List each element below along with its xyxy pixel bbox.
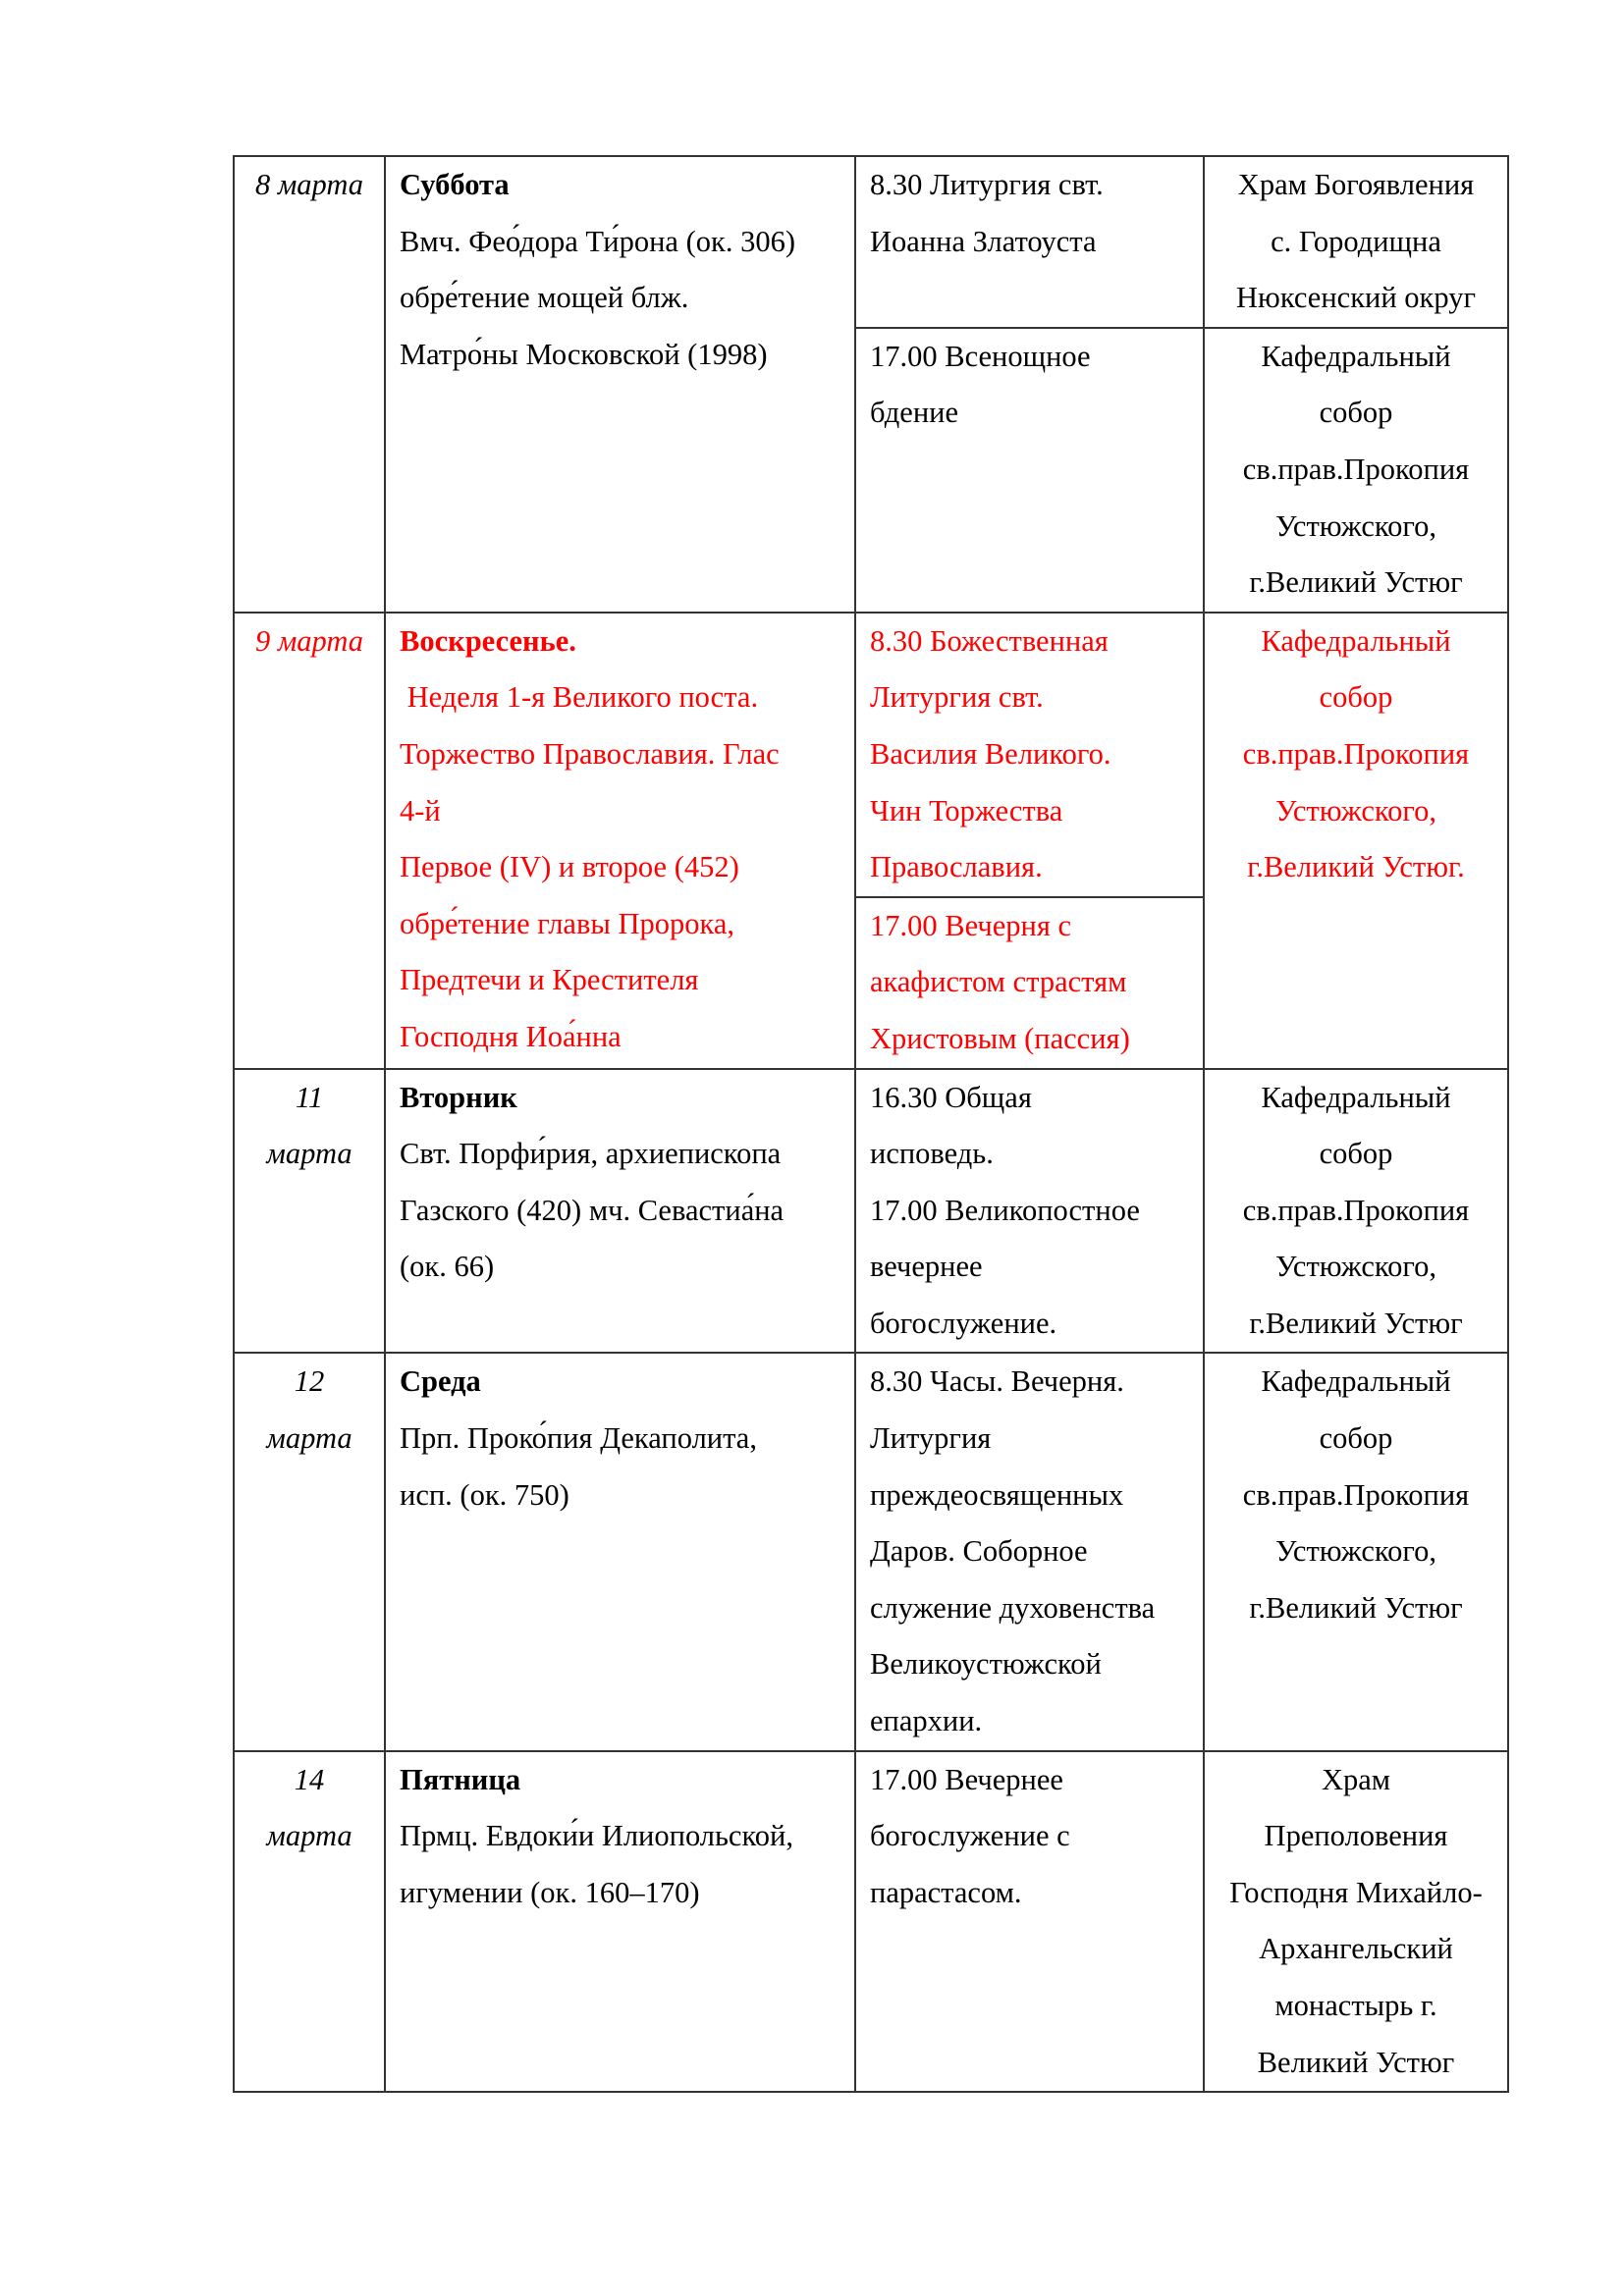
service-line: Василия Великого. [870,736,1111,771]
service-time-cell [855,1751,1204,2093]
service-line: Литургия свт. [870,680,1044,715]
service-line: Православия. [870,850,1043,884]
saint-line: игумении (ок. 160–170) [400,1875,700,1909]
service-place-cell [1204,1353,1508,1750]
place-line: Устюжского, [1274,793,1437,828]
service-line: Чин Торжества [870,793,1063,828]
saint-line: Господня Иоа́нна [400,1019,622,1053]
schedule-row-mar-11 [234,1069,1508,1354]
place-line: Храм [1321,1762,1391,1796]
services-schedule-table [233,155,1509,2093]
place-line: Устюжского, [1274,508,1437,543]
place-line: собор [1319,1137,1393,1171]
place-line: Господня Михайло- [1229,1875,1483,1909]
date-cell [234,1751,385,2093]
service-place-cell [1204,1069,1508,1354]
saint-line: Неделя 1-я Великого поста. [400,680,759,715]
date-month: марта [266,1421,352,1456]
place-line: с. Городищна [1271,224,1441,258]
service-place-cell [1204,1751,1508,2093]
service-line: Даров. Соборное [870,1534,1088,1569]
service-time-cell [855,1353,1204,1750]
service-place-cell [1204,156,1508,328]
schedule-row-mar-8 [234,156,1508,328]
weekday: Среда [400,1364,481,1399]
place-line: Кафедральный [1261,339,1451,373]
saint-line: Свт. Порфи́рия, архиепископа [400,1137,782,1171]
service-line: 8.30 Литургия свт. [870,168,1104,201]
date-cell [234,156,385,613]
service-line: Великоустюжской [870,1647,1102,1682]
service-line: Литургия [870,1421,992,1456]
place-line: св.прав.Прокопия [1242,736,1470,771]
place-line: г.Великий Устюг. [1247,850,1465,884]
service-time-cell [855,897,1204,1069]
place-line: г.Великий Устюг [1249,565,1463,600]
saint-line: исп. (ок. 750) [400,1477,569,1512]
place-line: Архангельский [1259,1932,1453,1966]
place-line: Кафедральный [1261,1364,1451,1399]
service-line: 17.00 Вечернее [870,1762,1063,1796]
date-month: марта [266,1137,352,1171]
place-line: св.прав.Прокопия [1242,1193,1470,1227]
place-line: св.прав.Прокопия [1242,452,1470,486]
place-line: Нюксенский округ [1236,281,1476,315]
saint-line: Предтечи и Крестителя [400,963,699,997]
saint-line: 4-й [400,793,441,828]
service-time-cell [855,613,1204,897]
place-line: Кафедральный [1261,623,1451,658]
service-place-cell [1204,613,1508,1069]
place-line: собор [1319,680,1393,715]
day-description-cell [385,1069,855,1354]
service-line: бдение [870,396,958,430]
saint-line: Матро́ны Московской (1998) [400,337,768,371]
service-line: 17.00 Великопостное [870,1193,1140,1227]
schedule-row-mar-14 [234,1751,1508,2093]
service-time-cell [855,156,1204,328]
date-month: марта [266,1819,352,1853]
service-line: 16.30 Общая [870,1080,1032,1114]
service-time-cell [855,1069,1204,1354]
day-description-cell [385,1353,855,1750]
service-time-cell [855,328,1204,613]
service-line: 17.00 Вечерня с [870,908,1072,942]
service-line: парастасом. [870,1875,1022,1909]
date-cell [234,613,385,1069]
place-line: Устюжского, [1274,1534,1437,1569]
service-line: 8.30 Божественная [870,623,1109,658]
place-line: Великий Устюг [1257,2045,1455,2079]
saint-line: Газского (420) мч. Севастиа́на [400,1193,785,1227]
weekday: Суббота [400,168,510,201]
saint-line: Первое (IV) и второе (452) [400,850,739,884]
place-line: Преполовения [1264,1819,1448,1853]
date-day: 14 [294,1762,325,1796]
service-line: исповедь. [870,1137,994,1171]
saint-line: Вмч. Фео́дора Ти́рона (ок. 306) [400,224,795,258]
weekday: Пятница [400,1762,521,1796]
service-line: акафистом страстям [870,965,1127,999]
saint-line: обре́тение мощей блж. [400,281,689,315]
place-line: г.Великий Устюг [1249,1306,1463,1340]
saint-line: обре́тение главы Пророка, [400,906,735,940]
service-line: Иоанна Златоуста [870,224,1097,258]
service-line: 17.00 Всенощное [870,339,1091,373]
date-cell [234,1069,385,1354]
service-line: вечернее [870,1250,983,1284]
date-text: 8 марта [254,168,364,201]
place-line: св.прав.Прокопия [1242,1477,1470,1512]
date-cell [234,1353,385,1750]
service-line: преждеосвященных [870,1477,1124,1512]
schedule-row-mar-9 [234,613,1508,897]
place-line: Кафедральный [1261,1080,1451,1114]
day-description-cell [385,156,855,613]
weekday: Вторник [400,1080,517,1114]
service-line: богослужение с [870,1819,1070,1853]
weekday: Воскресенье. [400,623,576,658]
date-day: 11 [295,1080,324,1114]
service-line: епархии. [870,1704,983,1738]
day-description-cell [385,613,855,1069]
service-line: 8.30 Часы. Вечерня. [870,1364,1124,1399]
saint-line: (ок. 66) [400,1250,495,1284]
date-text: 9 марта [254,623,364,658]
place-line: Устюжского, [1274,1250,1437,1284]
day-description-cell [385,1751,855,2093]
place-line: монастырь г. [1274,1989,1437,2022]
place-line: Храм Богоявления [1237,168,1475,201]
place-line: г.Великий Устюг [1249,1590,1463,1625]
saint-line: Прп. Проко́пия Декаполита, [400,1421,757,1456]
saint-line: Торжество Православия. Глас [400,736,780,771]
schedule-row-mar-12 [234,1353,1508,1750]
service-line: богослужение. [870,1306,1057,1340]
service-line: Христовым (пассия) [870,1021,1130,1055]
date-day: 12 [294,1364,325,1399]
place-line: собор [1319,396,1393,430]
place-line: собор [1319,1421,1393,1456]
saint-line: Прмц. Евдоки́и Илиопольской, [400,1819,793,1853]
service-place-cell [1204,328,1508,613]
service-line: служение духовенства [870,1590,1156,1625]
